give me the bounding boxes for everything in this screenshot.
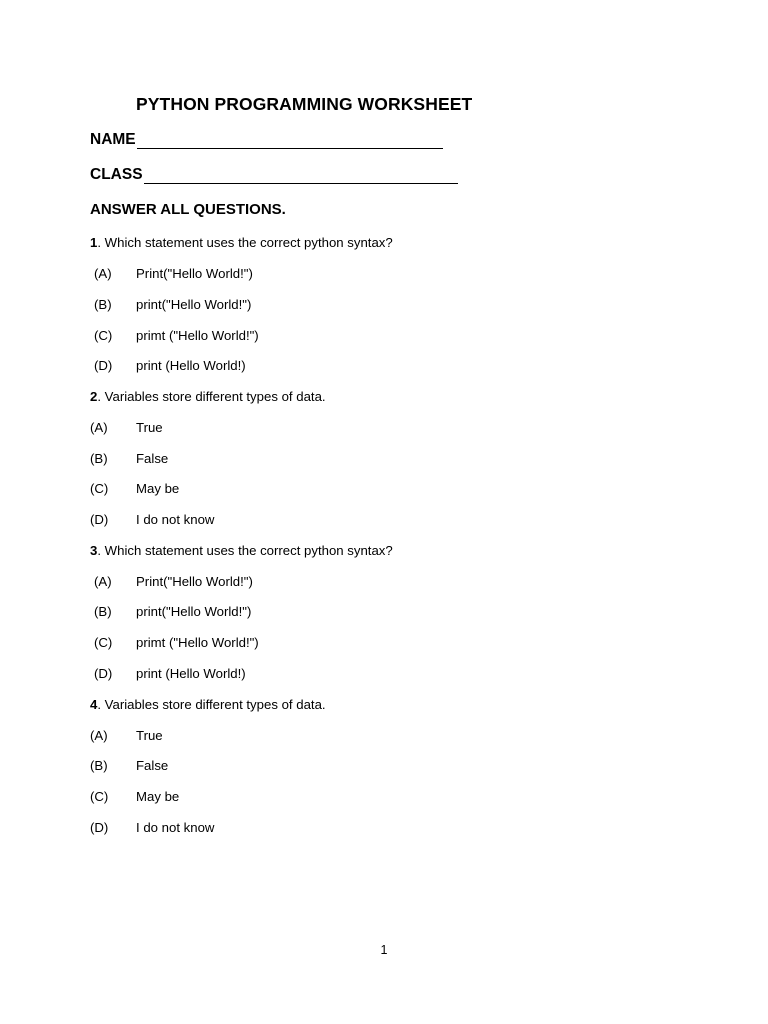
option-text: Print("Hello World!") (136, 574, 253, 589)
option-letter: (A) (90, 420, 108, 435)
instruction-heading: ANSWER ALL QUESTIONS. (90, 201, 286, 218)
question-number: 4 (90, 697, 98, 712)
question-text: . Variables store different types of data. (97, 389, 326, 404)
option-letter: (A) (94, 266, 112, 281)
option-letter: (B) (94, 604, 112, 619)
option-text: print("Hello World!") (136, 297, 252, 312)
worksheet-title: PYTHON PROGRAMMING WORKSHEET (136, 94, 473, 114)
class-label: CLASS (90, 166, 143, 183)
option-text: I do not know (136, 820, 215, 835)
name-field (90, 131, 443, 149)
option-text: True (136, 728, 163, 743)
option-text: primt ("Hello World!") (136, 635, 259, 650)
class-blank-line (144, 169, 458, 184)
name-blank-line (137, 134, 443, 149)
option-letter: (D) (90, 512, 109, 527)
page-number: 1 (380, 943, 388, 957)
question-text: . Which statement uses the correct python syntax? (97, 543, 393, 558)
option-text: False (136, 758, 169, 773)
option-text: print("Hello World!") (136, 604, 252, 619)
option-letter: (C) (94, 635, 113, 650)
option-letter: (B) (90, 758, 108, 773)
question-number: 1 (90, 235, 98, 250)
question-text: . Which statement uses the correct python syntax? (97, 235, 393, 250)
option-letter: (C) (94, 328, 113, 343)
question-number: 3 (90, 543, 98, 558)
name-label: NAME (90, 131, 136, 148)
option-text: print (Hello World!) (136, 666, 246, 681)
option-letter: (D) (94, 358, 113, 373)
option-letter: (B) (94, 297, 112, 312)
option-letter: (C) (90, 789, 109, 804)
option-letter: (D) (90, 820, 109, 835)
class-field (90, 166, 458, 184)
question-3 (90, 543, 393, 558)
option-letter: (D) (94, 666, 113, 681)
option-text: Print("Hello World!") (136, 266, 253, 281)
option-text: May be (136, 789, 180, 804)
option-letter: (B) (90, 451, 108, 466)
question-4 (90, 697, 326, 712)
option-text: False (136, 451, 169, 466)
option-text: primt ("Hello World!") (136, 328, 259, 343)
option-letter: (C) (90, 481, 109, 496)
question-text: . Variables store different types of data. (97, 697, 326, 712)
option-text: May be (136, 481, 180, 496)
option-text: I do not know (136, 512, 215, 527)
question-number: 2 (90, 389, 98, 404)
option-text: True (136, 420, 163, 435)
question-2 (90, 389, 326, 404)
option-letter: (A) (90, 728, 108, 743)
option-letter: (A) (94, 574, 112, 589)
question-1 (90, 235, 393, 250)
option-text: print (Hello World!) (136, 358, 246, 373)
